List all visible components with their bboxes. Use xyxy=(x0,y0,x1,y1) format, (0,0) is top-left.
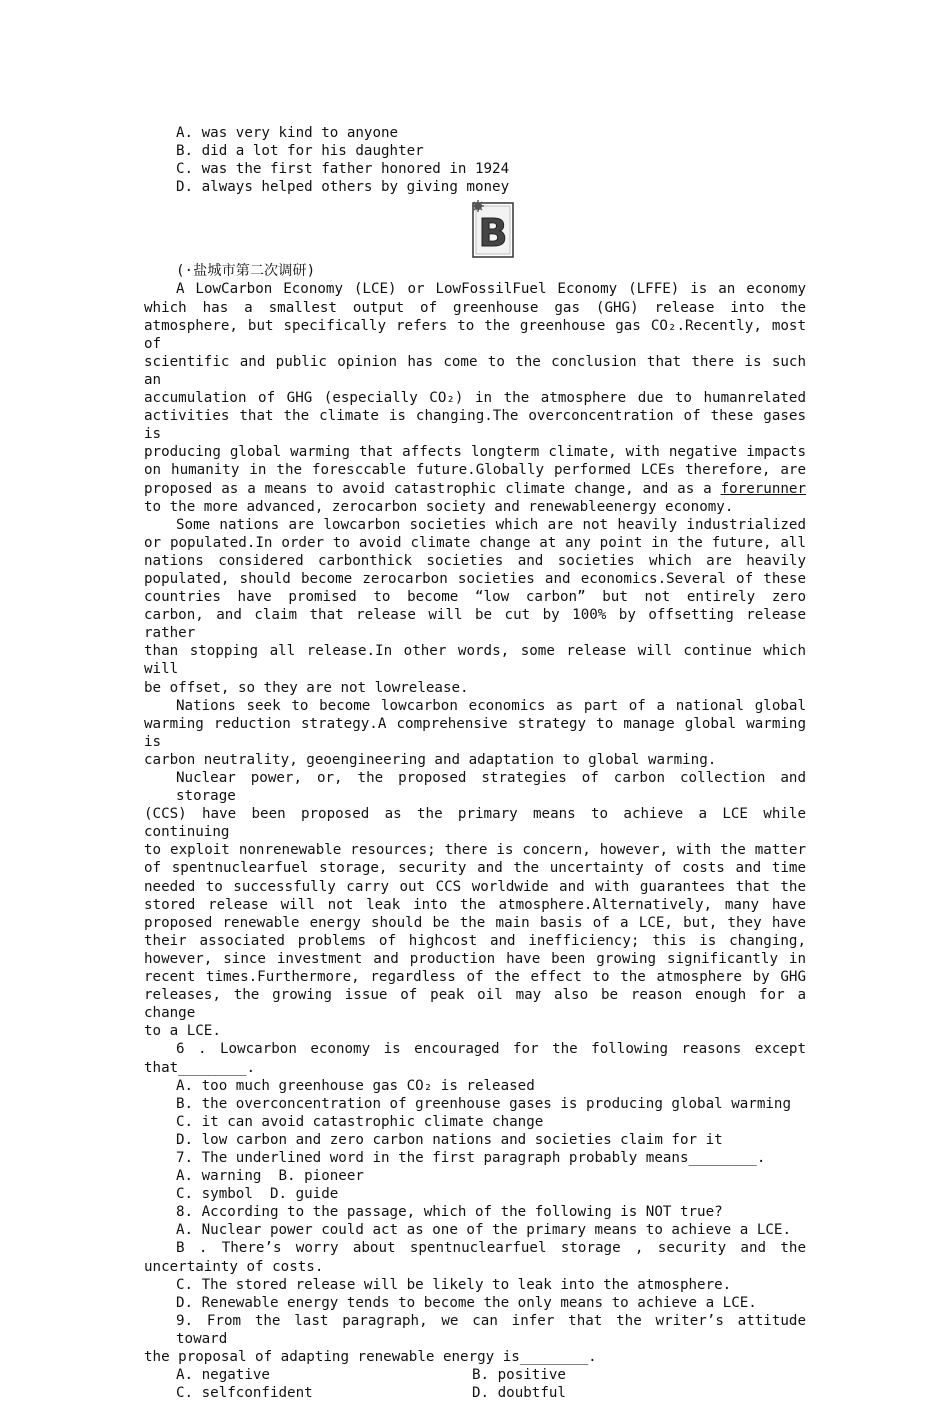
section-logo-row xyxy=(144,196,806,262)
option-line: D. Renewable energy tends to become the only means to achieve a LCE. xyxy=(176,1294,757,1311)
text-line: activities that the climate is changing.The overconcentration of these gases is xyxy=(144,408,806,443)
option-c: C. selfconfident xyxy=(176,1385,313,1402)
paragraph-3 xyxy=(144,697,806,769)
text-line: carbon, and claim that release will be cut by 100% by offsetting release rather xyxy=(144,607,806,642)
text-line: stored release will not leak into the atmosphere.Alternatively, many have xyxy=(144,896,806,913)
text-line: than stopping all release.In other words, some release will continue which will xyxy=(144,643,806,678)
option-line: A. warning B. pioneer xyxy=(176,1168,364,1185)
text-line: to exploit nonrenewable resources; there is concern, however, with the matter xyxy=(144,842,806,859)
source-line: (·盐城市第二次调研) xyxy=(176,263,316,280)
option-row xyxy=(144,1384,806,1402)
option-line: C. it can avoid catastrophic climate change xyxy=(176,1113,544,1130)
question-stem: 8. According to the passage, which of the following is NOT true? xyxy=(176,1204,723,1221)
text-line: Some nations are lowcarbon societies which are not heavily industrialized xyxy=(176,516,806,533)
question-6 xyxy=(144,1040,806,1149)
option-line: uncertainty of costs. xyxy=(144,1258,324,1275)
option-line: C. The stored release will be likely to leak into the atmosphere. xyxy=(176,1276,732,1293)
text-line: Nations seek to become lowcarbon economics as part of a national global xyxy=(176,697,806,714)
previous-question-options xyxy=(144,124,806,196)
text-line-with-underline xyxy=(144,480,806,498)
paragraph-1 xyxy=(144,280,806,515)
option-line: C. was the first father honored in 1924 xyxy=(176,161,510,178)
text-line: to the more advanced, zerocarbon society and renewableenergy economy. xyxy=(144,498,734,515)
text-line: producing global warming that affects longterm climate, with negative impacts xyxy=(144,444,806,461)
text-line: populated, should become zerocarbon societies and economics.Several of these xyxy=(144,570,806,587)
passage xyxy=(144,280,806,1040)
text-line: carbon neutrality, geoengineering and adaptation to global warming. xyxy=(144,751,717,768)
text-line: atmosphere, but specifically refers to the greenhouse gas CO₂.Recently, most of xyxy=(144,317,806,352)
text-line: however, since investment and production have been growing significantly in xyxy=(144,950,806,967)
text-line: needed to successfully carry out CCS worldwide and with guarantees that the xyxy=(144,878,806,895)
underlined-word: forerunner xyxy=(720,480,806,497)
section-letter: B xyxy=(478,211,508,256)
option-line: B. did a lot for his daughter xyxy=(176,143,424,160)
text-line: be offset, so they are not lowrelease. xyxy=(144,679,469,696)
text-line: nations considered carbonthick societies and societies which are heavily xyxy=(144,552,806,569)
question-8 xyxy=(144,1203,806,1312)
option-line: A. Nuclear power could act as one of the primary means to achieve a LCE. xyxy=(176,1222,791,1239)
option-d: D. doubtful xyxy=(472,1385,566,1402)
option-line: A. was very kind to anyone xyxy=(176,125,399,141)
question-9 xyxy=(144,1312,806,1402)
option-b: B. positive xyxy=(472,1367,566,1384)
question-stem: 9. From the last paragraph, we can infer that the writer’s attitude toward xyxy=(176,1312,806,1347)
text-line: which has a smallest output of greenhouse gas (GHG) release into the xyxy=(144,299,806,316)
document-page xyxy=(144,124,806,1402)
option-line: B. the overconcentration of greenhouse gases is producing global warming xyxy=(176,1095,791,1112)
text-line: to a LCE. xyxy=(144,1023,221,1040)
question-7 xyxy=(144,1149,806,1203)
text-line: accumulation of GHG (especially CO₂) in the atmosphere due to humanrelated xyxy=(144,390,806,407)
text-line: or populated.In order to avoid climate change at any point in the future, all xyxy=(144,534,806,551)
text-line: their associated problems of highcost and inefficiency; this is changing, xyxy=(144,932,806,949)
paragraph-2 xyxy=(144,516,806,697)
option-line: D. low carbon and zero carbon nations and societies claim for it xyxy=(176,1131,723,1148)
question-stem: 6 . Lowcarbon economy is encouraged for the following reasons except xyxy=(176,1041,806,1058)
text-line: warming reduction strategy.A comprehensive strategy to manage global warming is xyxy=(144,715,806,750)
question-stem: that________. xyxy=(144,1059,256,1076)
text-line: (CCS) have been proposed as the primary means to achieve a LCE while continuing xyxy=(144,806,806,841)
text-line: A LowCarbon Economy (LCE) or LowFossilFuel Economy (LFFE) is an economy xyxy=(176,281,806,298)
text-segment: proposed as a means to avoid catastrophic climate change, and as a xyxy=(144,480,712,497)
option-line: B . There’s worry about spentnuclearfuel storage , security and the xyxy=(176,1240,806,1257)
option-line: C. symbol D. guide xyxy=(176,1186,339,1203)
section-b-badge-icon xyxy=(472,200,514,258)
option-line: A. too much greenhouse gas CO₂ is released xyxy=(176,1077,535,1094)
text-line: proposed renewable energy should be the main basis of a LCE, but, they have xyxy=(144,914,806,931)
text-line: recent times.Furthermore, regardless of the effect to the atmosphere by GHG xyxy=(144,969,806,986)
option-row xyxy=(144,1366,806,1384)
text-line: of spentnuclearfuel storage, security and the uncertainty of costs and time xyxy=(144,860,806,877)
text-line: scientific and public opinion has come to the conclusion that there is such an xyxy=(144,353,806,388)
option-line: D. always helped others by giving money xyxy=(176,179,510,196)
text-line: releases, the growing issue of peak oil may also be reason enough for a change xyxy=(144,987,806,1022)
option-a: A. negative xyxy=(176,1367,270,1384)
question-stem: 7. The underlined word in the first paragraph probably means________. xyxy=(176,1149,766,1166)
text-line: countries have promised to become “low carbon” but not entirely zero xyxy=(144,589,806,606)
text-line: on humanity in the foresccable future.Globally performed LCEs therefore, are xyxy=(144,462,806,479)
paragraph-4 xyxy=(144,769,806,1040)
text-line: Nuclear power, or, the proposed strategies of carbon collection and storage xyxy=(176,770,806,805)
question-stem: the proposal of adapting renewable energy is________. xyxy=(144,1349,597,1365)
